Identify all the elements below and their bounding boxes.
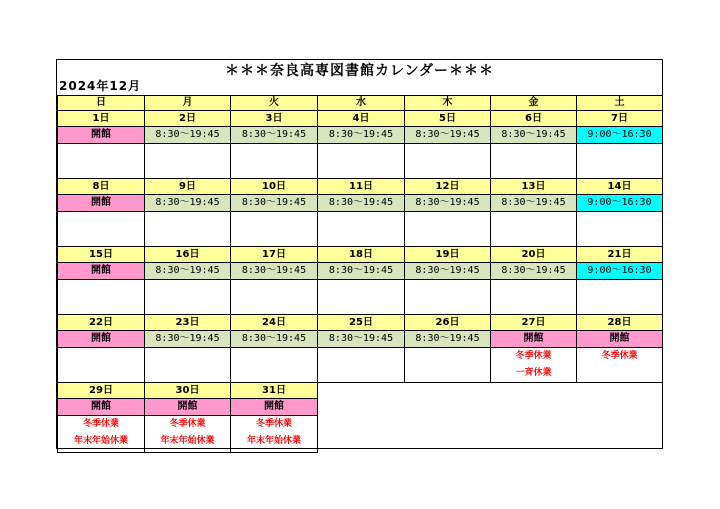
hours-cell: 8:30～19:45 xyxy=(318,195,405,212)
week-1-notes xyxy=(58,144,663,179)
date-cell: 2日 xyxy=(145,111,231,127)
note-cell xyxy=(405,212,491,247)
winter-break-note: 冬季休業 xyxy=(82,419,119,429)
hours-cell: 8:30～19:45 xyxy=(491,127,577,144)
date-cell: 17日 xyxy=(231,247,318,263)
date-cell: 14日 xyxy=(577,179,663,195)
week-4-dates xyxy=(58,315,663,331)
date-cell: 31日 xyxy=(231,383,318,399)
empty-cell xyxy=(577,399,663,416)
winter-break-note: 冬季休業 xyxy=(255,419,292,429)
date-cell: 27日 xyxy=(491,315,577,331)
week-3-dates xyxy=(58,247,663,263)
note-cell xyxy=(405,280,491,315)
closed-cell: 開館 xyxy=(58,399,145,416)
date-cell: 28日 xyxy=(577,315,663,331)
winter-break-note: 冬季休業 xyxy=(601,351,638,361)
date-cell: 10日 xyxy=(231,179,318,195)
closed-cell: 開館 xyxy=(58,195,145,212)
note-cell xyxy=(231,280,318,315)
date-cell: 3日 xyxy=(231,111,318,127)
note-cell xyxy=(318,348,405,383)
closed-cell: 開館 xyxy=(58,263,145,280)
hours-cell: 8:30～19:45 xyxy=(318,263,405,280)
saturday-hours-cell: 9:00～16:30 xyxy=(577,195,663,212)
note-cell xyxy=(318,144,405,179)
hours-cell: 8:30～19:45 xyxy=(145,195,231,212)
date-cell: 30日 xyxy=(145,383,231,399)
hours-cell: 8:30～19:45 xyxy=(405,195,491,212)
empty-cell xyxy=(577,416,663,453)
note-cell xyxy=(577,212,663,247)
empty-cell xyxy=(318,383,405,399)
weekday-sat: 土 xyxy=(577,96,663,111)
hours-cell: 8:30～19:45 xyxy=(231,127,318,144)
date-cell: 25日 xyxy=(318,315,405,331)
empty-cell xyxy=(405,383,491,399)
weekday-header-row xyxy=(58,96,663,111)
hours-cell: 8:30～19:45 xyxy=(145,263,231,280)
note-cell xyxy=(58,280,145,315)
note-cell xyxy=(145,280,231,315)
note-cell xyxy=(58,212,145,247)
week-4-notes xyxy=(58,348,663,383)
winter-break-note: 冬季休業 xyxy=(169,419,206,429)
saturday-hours-cell: 9:00～16:30 xyxy=(577,263,663,280)
hours-cell: 8:30～19:45 xyxy=(405,127,491,144)
hours-cell: 8:30～19:45 xyxy=(405,331,491,348)
date-cell: 23日 xyxy=(145,315,231,331)
week-1-dates xyxy=(58,111,663,127)
empty-cell xyxy=(491,383,577,399)
date-cell: 13日 xyxy=(491,179,577,195)
note-cell xyxy=(145,416,231,453)
note-cell xyxy=(145,212,231,247)
week-3-notes xyxy=(58,280,663,315)
month-label: 2024年12月 xyxy=(59,79,142,93)
empty-cell xyxy=(318,416,405,453)
weekday-wed: 水 xyxy=(318,96,405,111)
note-cell xyxy=(318,280,405,315)
empty-cell xyxy=(405,399,491,416)
date-cell: 8日 xyxy=(58,179,145,195)
week-1-hours xyxy=(58,127,663,144)
date-cell: 24日 xyxy=(231,315,318,331)
week-5-notes xyxy=(58,416,663,453)
hours-cell: 8:30～19:45 xyxy=(231,195,318,212)
calendar-title: ＊＊＊奈良高専図書館カレンダー＊＊＊ xyxy=(224,63,495,79)
date-cell: 21日 xyxy=(577,247,663,263)
hours-cell: 8:30～19:45 xyxy=(405,263,491,280)
note-cell xyxy=(491,212,577,247)
weekday-tue: 火 xyxy=(231,96,318,111)
closed-cell: 開館 xyxy=(231,399,318,416)
calendar-table xyxy=(57,95,663,453)
date-cell: 18日 xyxy=(318,247,405,263)
note-cell xyxy=(491,144,577,179)
note-cell xyxy=(58,348,145,383)
note-cell xyxy=(577,348,663,383)
date-cell: 16日 xyxy=(145,247,231,263)
date-cell: 7日 xyxy=(577,111,663,127)
hours-cell: 8:30～19:45 xyxy=(491,263,577,280)
weekday-fri: 金 xyxy=(491,96,577,111)
date-cell: 9日 xyxy=(145,179,231,195)
week-5-hours xyxy=(58,399,663,416)
hours-cell: 8:30～19:45 xyxy=(491,195,577,212)
weekday-mon: 月 xyxy=(145,96,231,111)
date-cell: 29日 xyxy=(58,383,145,399)
winter-break-note: 冬季休業 xyxy=(515,351,552,361)
note-cell xyxy=(405,348,491,383)
week-2-dates xyxy=(58,179,663,195)
note-cell xyxy=(231,348,318,383)
week-5-dates xyxy=(58,383,663,399)
note-cell xyxy=(577,144,663,179)
week-2-notes xyxy=(58,212,663,247)
note-cell xyxy=(491,280,577,315)
note-cell xyxy=(318,212,405,247)
closed-cell: 開館 xyxy=(577,331,663,348)
date-cell: 20日 xyxy=(491,247,577,263)
note-cell xyxy=(231,212,318,247)
note-cell xyxy=(58,416,145,453)
closed-cell: 開館 xyxy=(145,399,231,416)
hours-cell: 8:30～19:45 xyxy=(318,127,405,144)
date-cell: 22日 xyxy=(58,315,145,331)
note-cell xyxy=(58,144,145,179)
date-cell: 1日 xyxy=(58,111,145,127)
hours-cell: 8:30～19:45 xyxy=(231,263,318,280)
note-cell xyxy=(491,348,577,383)
date-cell: 15日 xyxy=(58,247,145,263)
closed-cell: 開館 xyxy=(58,127,145,144)
empty-cell xyxy=(491,399,577,416)
calendar-sheet xyxy=(56,59,663,449)
date-cell: 19日 xyxy=(405,247,491,263)
note-cell xyxy=(145,348,231,383)
closed-cell: 開館 xyxy=(58,331,145,348)
week-4-hours xyxy=(58,331,663,348)
hours-cell: 8:30～19:45 xyxy=(318,331,405,348)
date-cell: 6日 xyxy=(491,111,577,127)
empty-cell xyxy=(318,399,405,416)
new-year-holiday-note: 年末年始休業 xyxy=(73,436,128,446)
empty-cell xyxy=(491,416,577,453)
weekday-thu: 木 xyxy=(405,96,491,111)
weekday-sun: 日 xyxy=(58,96,145,111)
date-cell: 26日 xyxy=(405,315,491,331)
note-cell xyxy=(405,144,491,179)
note-cell xyxy=(231,144,318,179)
hours-cell: 8:30～19:45 xyxy=(231,331,318,348)
date-cell: 11日 xyxy=(318,179,405,195)
empty-cell xyxy=(405,416,491,453)
hours-cell: 8:30～19:45 xyxy=(145,127,231,144)
hours-cell: 8:30～19:45 xyxy=(145,331,231,348)
note-cell xyxy=(145,144,231,179)
empty-cell xyxy=(577,383,663,399)
week-2-hours xyxy=(58,195,663,212)
date-cell: 12日 xyxy=(405,179,491,195)
closed-cell: 開館 xyxy=(491,331,577,348)
saturday-hours-cell: 9:00～16:30 xyxy=(577,127,663,144)
note-cell xyxy=(577,280,663,315)
new-year-holiday-note: 年末年始休業 xyxy=(246,436,301,446)
note-cell xyxy=(231,416,318,453)
new-year-holiday-note: 年末年始休業 xyxy=(160,436,215,446)
week-3-hours xyxy=(58,263,663,280)
all-closed-note: 一斉休業 xyxy=(515,368,552,378)
date-cell: 5日 xyxy=(405,111,491,127)
date-cell: 4日 xyxy=(318,111,405,127)
